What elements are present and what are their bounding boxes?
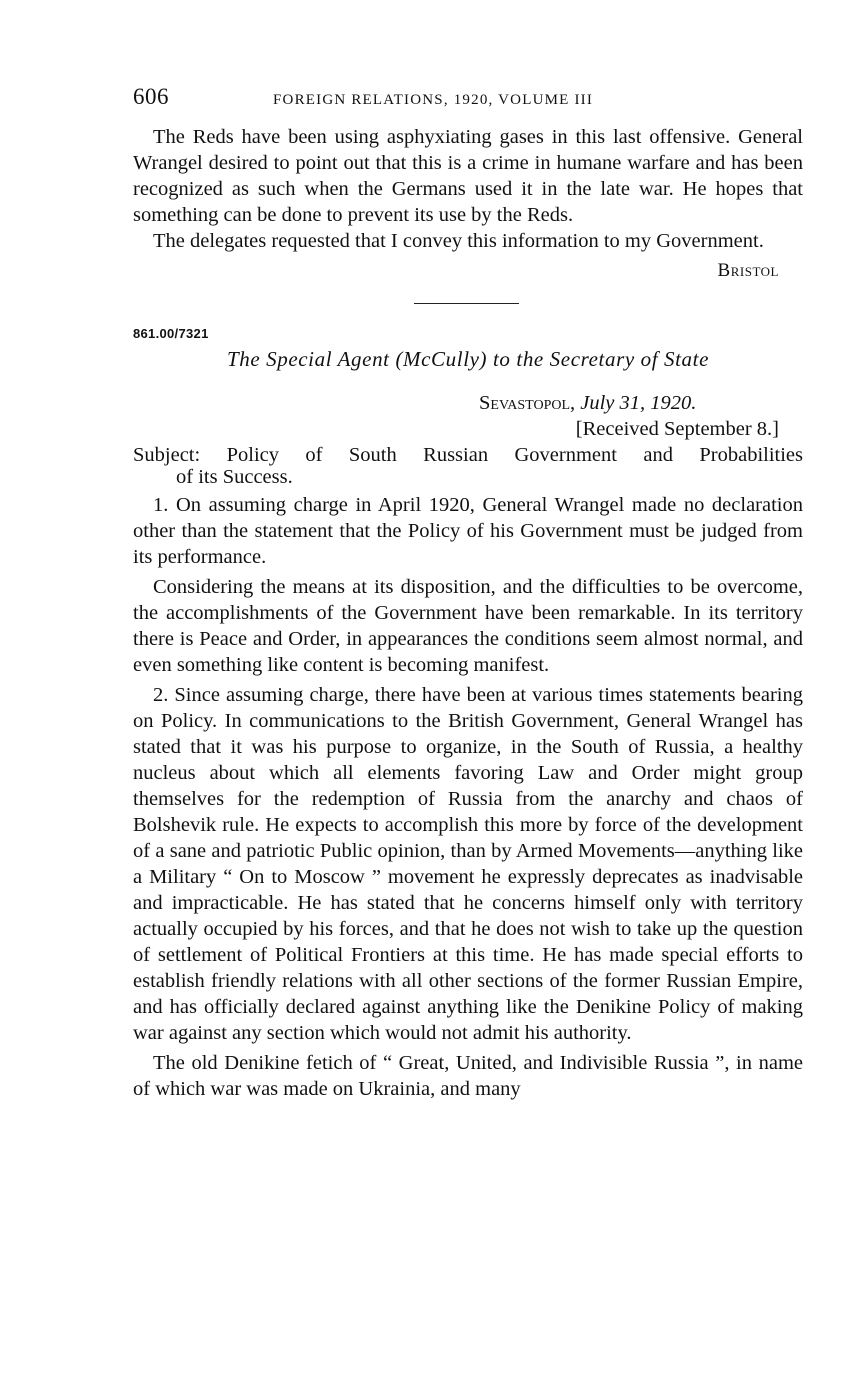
page-number: 606: [133, 84, 169, 109]
signature-bristol: Bristol: [717, 260, 779, 281]
paragraph-delegates: The delegates requested that I convey this information to my Government.: [153, 230, 764, 252]
subject-line: [133, 444, 803, 488]
dateline: [479, 390, 803, 416]
paragraph-1: 1. On assuming charge in April 1920, General Wrangel made no declaration other than the statement that the Policy of his Government must be judged from its performance.: [133, 494, 803, 568]
subject-line-1: Subject: Policy of South Russian Government and Probabilities: [133, 444, 803, 466]
paragraph-accomplishments: Considering the means at its disposition, and the difficulties to be overcome, the accomplishments of the Government have been remarkable. In its territory there is Peace and Order, in appearances the conditions seem almost normal, and even something like content is becoming manifest.: [133, 576, 803, 676]
running-head: FOREIGN RELATIONS, 1920, VOLUME III: [273, 92, 594, 108]
received-note: [Received September 8.]: [575, 418, 779, 440]
paragraph-2: 2. Since assuming charge, there have been at various times statements bearing on Policy. In communications to the British Government, General Wrangel has stated that it was his purpose to organize, in the South of Russia, a healthy nucleus about which all elements favoring Law and Order might group themselves for the redemption of Russia from the anarchy and chaos of Bolshevik rule. He expects to accomplish this more by force of the development of a sane and patriotic Public opinion, than by Armed Movements—anything like a Military “ On to Moscow ” movement he expressly deprecates as inadvisable and impracticable. He has stated that he concerns himself only with territory actually occupied by his forces, and that he does not wish to take up the question of settlement of Political Frontiers at this time. He has made special efforts to establish friendly relations with all other sections of the former Russian Empire, and has officially declared against anything like the Denikine Policy of making war against any section which would not admit his authority.: [133, 684, 803, 1044]
paragraph-gases: The Reds have been using asphyxiating gases in this last offensive. General Wrangel desired to point out that this is a crime in humane warfare and has been recognized as such when the Germans used it in the late war. He hopes that something can be done to prevent its use by the Reds.: [133, 126, 803, 226]
page-header: [133, 84, 803, 124]
document-title: The Special Agent (McCully) to the Secretary of State: [226, 347, 709, 371]
document-page: [133, 84, 803, 1102]
section-divider: [414, 303, 519, 304]
paragraph-denikine: The old Denikine fetich of “ Great, United, and Indivisible Russia ”, in name of which war was made on Ukrainia, and many: [133, 1052, 803, 1100]
file-number: 861.00/7321: [133, 326, 209, 341]
subject-line-2: of its Success.: [176, 466, 293, 488]
dateline-date: July 31, 1920.: [580, 392, 697, 414]
dateline-place: Sevastopol,: [479, 392, 576, 414]
